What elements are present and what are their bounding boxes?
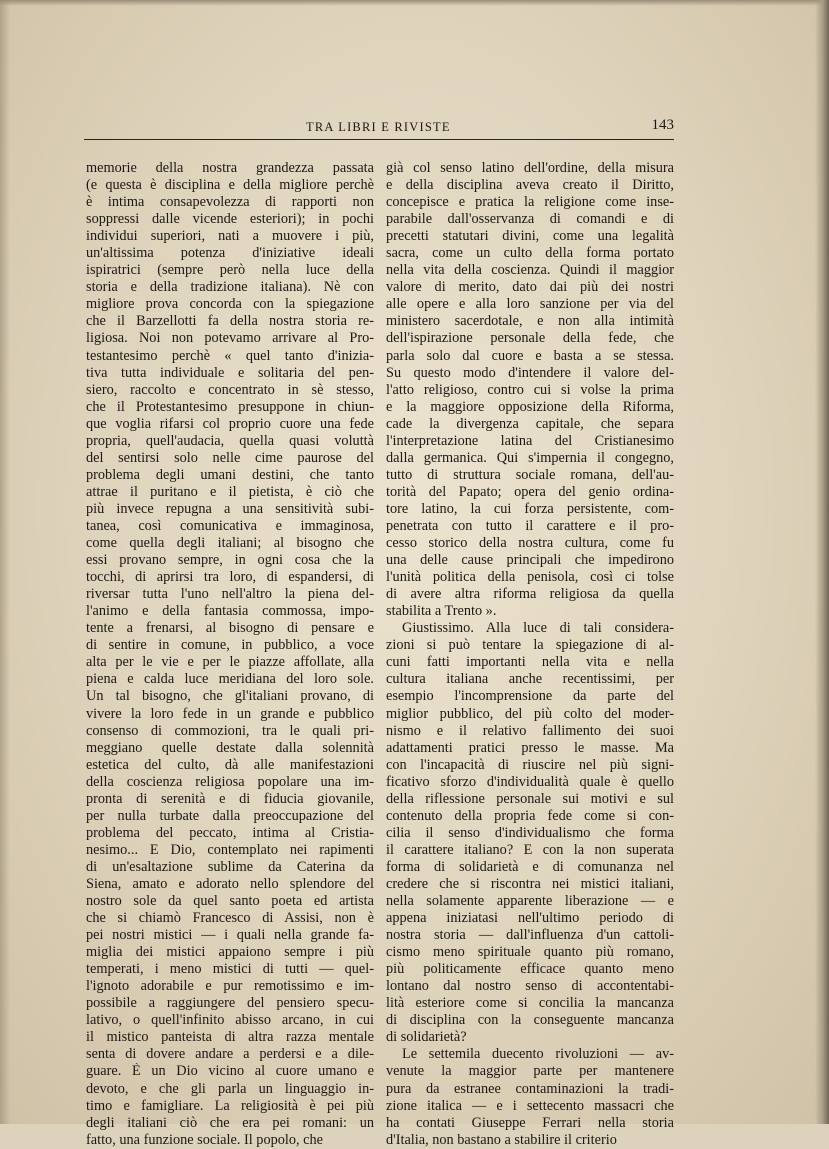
text-line: memorie della nostra grandezza passata	[86, 160, 374, 176]
text-line: tutto di struttura sociale romana, dell'au-	[386, 466, 674, 483]
text-line: temperati, i meno mistici di tutti — quel-	[86, 961, 374, 978]
text-line: lità esteriore come si concilia la mancanza	[386, 995, 674, 1012]
text-line: dell'ispirazione personale della fede, che	[386, 330, 674, 347]
text-line: senta di dovere andare a perdersi e a dile-	[86, 1046, 374, 1063]
text-line: timo e famigliare. La religiosità è pei più	[86, 1097, 374, 1114]
text-line: credere che si riscontra nei mistici italiani,	[386, 875, 674, 892]
text-line: Su questo modo d'intendere il valore del-	[386, 364, 674, 381]
text-line: di disciplina con la conseguente mancanza	[386, 1012, 674, 1029]
text-line: stabilita a Trento ».	[386, 603, 497, 620]
text-line: riversar tutta l'uno nell'altro la piena del-	[86, 586, 374, 603]
text-line: cismo meno spirituale quanto più romano,	[386, 944, 674, 961]
text-line: che il Barzellotti fa della nostra storia re-	[86, 313, 374, 330]
text-line: problema del peccato, intima al Cristia-	[86, 824, 374, 841]
text-line: l'atto religioso, contro cui si volse la prima	[386, 381, 674, 398]
text-line: essi provano sempre, in ogni cosa che la	[86, 552, 374, 569]
running-head: TRA LIBRI E RIVISTE	[306, 120, 451, 134]
text-line: storia e della tradizione italiana). Nè con	[86, 279, 374, 296]
text-line: di solidarietà?	[386, 1029, 467, 1046]
text-line: tente a frenarsi, al bisogno di pensare e	[86, 620, 374, 637]
text-line: nesimo... E Dio, contemplato nei rapimenti	[86, 841, 374, 858]
text-line: nismo e il relativo fallimento dei suoi	[386, 722, 674, 739]
text-line: tanea, così comunicativa e immaginosa,	[86, 517, 374, 534]
text-line: cade la divergenza capitale, che separa	[386, 415, 674, 432]
text-line: di sentire in comune, in pubblico, a voce	[86, 637, 374, 654]
text-line: ligiosa. Noi non potevamo arrivare al Pro-	[86, 330, 374, 347]
text-line: ha contati Giuseppe Ferrari nella storia	[386, 1114, 674, 1131]
text-line: una delle cause principali che impedirono	[386, 552, 674, 569]
text-line: zioni si può tentare la spiegazione di al-	[386, 637, 674, 654]
text-line: lativo, o quell'infinito abisso arcano, in cui	[86, 1012, 374, 1029]
text-line: forma di solidarietà e di comunanza nel	[386, 858, 674, 875]
text-line: il mistico panteista di altra razza mentale	[86, 1029, 374, 1046]
page-right-edge	[815, 0, 829, 1124]
text-line: pronta di serenità e di fiducia giovanile,	[86, 790, 374, 807]
text-line: un'altissima potenza d'iniziative ideali	[86, 245, 374, 262]
page-header	[84, 117, 674, 140]
text-line: di un'esaltazione sublime da Caterina da	[86, 858, 374, 875]
text-line: dalla germanica. Qui s'impernia il congegno,	[386, 449, 674, 466]
text-line: ficativo sforzo d'individualità quale è quello	[386, 773, 674, 790]
text-line: lontano dal nostro senso di accontentabi-	[386, 978, 674, 995]
text-line: alle opere e alla loro sanzione per via del	[386, 296, 674, 313]
text-line: problema degli umani destini, che tanto	[86, 466, 374, 483]
text-line: parla solo dal cuore e basta a se stessa.	[386, 347, 674, 364]
text-line: attrae il puritano e il pietista, è ciò che	[86, 483, 374, 500]
text-line: per nulla turbate dalla preoccupazione del	[86, 807, 374, 824]
text-line: meggiano quelle destate dalla solennità	[86, 739, 374, 756]
right-text-column	[386, 160, 674, 1148]
left-text-column	[86, 160, 374, 1148]
text-line: sacra, come un culto della forma portato	[386, 245, 674, 262]
text-line: come quella degli italiani; al bisogno che	[86, 535, 374, 552]
text-line: testantesimo perchè « quel tanto d'inizia-	[86, 347, 374, 364]
text-line: migliore prova concorda con la spiegazione	[86, 296, 374, 313]
text-line: pei nostri mistici — i quali nella grande fa-	[86, 927, 374, 944]
text-line: più invece repugna a una sensitività subi-	[86, 500, 374, 517]
text-line: consenso di commozioni, tra le quali pri-	[86, 722, 374, 739]
text-line: alta per le vie e per le piazze affollate, alla	[86, 654, 374, 671]
text-line: nostra storia — dall'influenza d'un cattoli-	[386, 927, 674, 944]
text-line: ispiratrici (sempre però nella luce della	[86, 262, 374, 279]
text-line: Un tal bisogno, che gl'italiani provano, di	[86, 688, 374, 705]
page-top-edge	[0, 0, 829, 6]
text-line: l'unità politica della penisola, così ci tolse	[386, 569, 674, 586]
text-line: Le settemila duecento rivoluzioni — av-	[402, 1046, 674, 1063]
text-line: Siena, amato e adorato nello splendore del	[86, 875, 374, 892]
text-line: il carattere italiano? E con la non superata	[386, 841, 674, 858]
text-line: guare. È un Dio vicino al cuore umano e	[86, 1063, 374, 1080]
text-line: della riflessione personale sui motivi e sul	[386, 790, 674, 807]
text-line: piena e calda luce meridiana del loro sole.	[86, 671, 374, 688]
text-line: zione italica — e i settecento massacri che	[386, 1097, 674, 1114]
text-line: appena iniziatasi nell'ultimo periodo di	[386, 910, 674, 927]
text-line: più politicamente efficace quanto meno	[386, 961, 674, 978]
text-line: tocchi, di aprirsi tra loro, di espandersi, di	[86, 569, 374, 586]
text-line: tore latino, la cui forza persistente, com-	[386, 500, 674, 517]
text-line: nella vita della coscienza. Quindi il maggior	[386, 262, 674, 279]
text-line: e della disciplina aveva creato il Diritto,	[386, 177, 674, 194]
text-line: cilia il senso d'individualismo che forma	[386, 824, 674, 841]
text-line: parabile dall'osservanza di comandi e di	[386, 211, 674, 228]
text-line: pura da estranee contaminazioni la tradi-	[386, 1080, 674, 1097]
page-number: 143	[651, 117, 674, 133]
text-line: adattamenti pratici presso le masse. Ma	[386, 739, 674, 756]
text-line: cesso storico della nostra cultura, come fu	[386, 535, 674, 552]
text-line: con l'incapacità di riuscire nel più signi-	[386, 756, 674, 773]
text-line: propria, quell'audacia, quella quasi voluttà	[86, 432, 374, 449]
text-line: nostro sole da quel santo poeta ed artista	[86, 893, 374, 910]
text-line: contenuto della propria fede come si con-	[386, 807, 674, 824]
text-line: precetti statutari divini, come una legalità	[386, 228, 674, 245]
text-line: cuni fatti importanti nella vita e nella	[386, 654, 674, 671]
text-line: siero, raccolto e concentrato in sè stesso,	[86, 381, 374, 398]
text-line: della coscienza religiosa popolare una im-	[86, 773, 374, 790]
page-left-edge	[0, 0, 10, 1124]
text-line: miglia dei mistici appaiono sempre i più	[86, 944, 374, 961]
text-line: del sentirsi solo nelle cime paurose del	[86, 449, 374, 466]
text-line: fatto, una funzione sociale. Il popolo, che	[86, 1131, 324, 1148]
text-line: Giustissimo. Alla luce di tali considera-	[402, 620, 674, 637]
text-line: l'interpretazione latina del Cristianesimo	[386, 432, 674, 449]
text-line: ministero sacerdotale, e non alla intimità	[386, 313, 674, 330]
text-line: torità del Papato; opera del genio ordina-	[386, 483, 674, 500]
text-line: e la maggiore opposizione della Riforma,	[386, 398, 674, 415]
text-line: individui superiori, nati a muovere i più,	[86, 228, 374, 245]
text-line: che si chiamò Francesco di Assisi, non è	[86, 910, 374, 927]
text-line: miglior pubblico, del più colto del moder-	[386, 705, 674, 722]
text-line: penetrata con tutto il carattere e il pro-	[386, 517, 674, 534]
text-line: nella solamente apparente liberazione — e	[386, 893, 674, 910]
text-line: devoto, e che gli parla un linguaggio in-	[86, 1080, 374, 1097]
text-line: vivere la loro fede in un grande e pubblico	[86, 705, 374, 722]
text-line: concepisce e pratica la religione come inse-	[386, 194, 674, 211]
text-line: estetica del culto, dà alle manifestazioni	[86, 756, 374, 773]
text-line: (e questa è disciplina e della migliore perchè	[86, 177, 374, 194]
text-line: tiva tutta individuale e solitaria del pen-	[86, 364, 374, 381]
text-line: possibile a raggiungere del pensiero specu-	[86, 995, 374, 1012]
text-line: degli italiani ciò che era pei romani: un	[86, 1114, 374, 1131]
text-line: già col senso latino dell'ordine, della misura	[386, 160, 674, 176]
text-line: d'Italia, non bastano a stabilire il criterio	[386, 1131, 617, 1148]
text-line: di avere altra riforma religiosa da quella	[386, 586, 674, 603]
text-line: valore di merito, dato dai più dei nostri	[386, 279, 674, 296]
text-line: que voglia rifarsi col proprio cuore una fede	[86, 415, 374, 432]
text-line: che il Protestantesimo presuppone in chiun-	[86, 398, 374, 415]
text-line: esempio l'incomprensione da parte del	[386, 688, 674, 705]
text-line: soppressi dalle vicende esteriori); in pochi	[86, 211, 374, 228]
text-line: è intima consapevolezza di rapporti non	[86, 194, 374, 211]
text-line: cultura italiana anche recentissimi, per	[386, 671, 674, 688]
text-line: l'animo e della fantasia commossa, impo-	[86, 603, 374, 620]
text-line: l'ignoto adorabile e pur remotissimo e im-	[86, 978, 374, 995]
text-line: venute la maggior parte per mantenere	[386, 1063, 674, 1080]
